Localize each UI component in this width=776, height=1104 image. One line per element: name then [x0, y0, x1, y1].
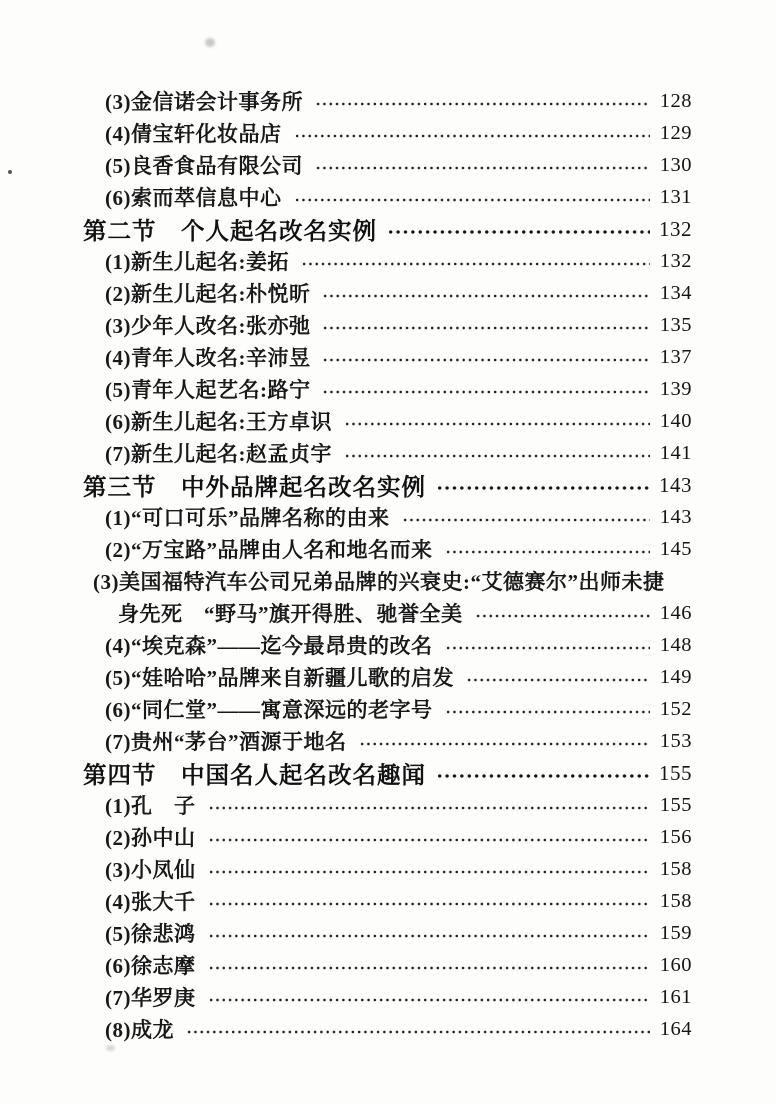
toc-entry [0, 597, 776, 629]
toc-entry [0, 949, 776, 981]
dot-leader [436, 773, 650, 779]
dot-leader [208, 997, 651, 1003]
toc-entry [0, 277, 776, 309]
toc-entry-label: (3)金信诺会计事务所 [105, 90, 303, 114]
dot-leader [475, 613, 651, 619]
toc-entry [0, 693, 776, 725]
toc-entry [0, 501, 776, 533]
toc-entry-page: 158 [659, 889, 692, 912]
toc-entry-page: 155 [659, 760, 692, 785]
toc-entry [0, 149, 776, 181]
toc-entry-page: 143 [659, 472, 692, 497]
toc-entry [0, 437, 776, 469]
toc-entry-label: (7)贵州“茅台”酒源于地名 [105, 730, 347, 754]
toc-entry-label: (3)美国福特汽车公司兄弟品牌的兴衰史:“艾德赛尔”出师未捷 [93, 570, 665, 594]
toc-entry-page: 134 [659, 281, 692, 304]
toc-entry-label: 第二节 个人起名改名实例 [83, 219, 377, 245]
toc-entry-label: (1)新生儿起名:姜拓 [105, 250, 289, 274]
toc-entry [0, 341, 776, 373]
toc-entry-page: 129 [659, 121, 692, 144]
toc-entry-label: (5)良香食品有限公司 [105, 154, 303, 178]
dot-leader [445, 645, 651, 651]
toc-entry-page: 132 [659, 216, 692, 241]
toc-entry-label: (2)“万宝路”品牌由人名和地名而来 [105, 538, 433, 562]
toc-entry-label: (1)孔 子 [105, 794, 196, 818]
dot-leader [208, 837, 651, 843]
dot-leader [208, 965, 651, 971]
toc-entry-page: 135 [659, 313, 692, 336]
dot-leader [208, 869, 651, 875]
toc-entry-page: 141 [659, 441, 692, 464]
dot-leader [208, 805, 651, 811]
dot-leader [322, 357, 650, 363]
toc-entry-page: 130 [659, 153, 692, 176]
toc-entry [0, 885, 776, 917]
dot-leader [208, 933, 651, 939]
toc-entry-page: 128 [659, 89, 692, 112]
dot-leader [322, 389, 650, 395]
dot-leader [436, 485, 650, 491]
toc-entry-page: 131 [659, 185, 692, 208]
dot-leader [344, 421, 650, 427]
toc-entry-page: 139 [659, 377, 692, 400]
toc-entry-label: (2)新生儿起名:朴悦昕 [105, 282, 311, 306]
toc-entry-page: 159 [659, 921, 692, 944]
toc-section-entry [0, 757, 776, 789]
toc-entry [0, 245, 776, 277]
scan-speck [205, 38, 215, 47]
toc-entry-label: (6)徐志摩 [105, 954, 196, 978]
toc-entry-page: 132 [659, 249, 692, 272]
toc-entry-page: 161 [659, 985, 692, 1008]
dot-leader [359, 741, 651, 747]
toc-entry [0, 725, 776, 757]
dot-leader [294, 133, 651, 139]
toc-entry-page: 149 [659, 665, 692, 688]
toc-entry-label: (4)“埃克森”——迄今最昂贵的改名 [105, 634, 433, 658]
toc-entry-label: (4)倩宝轩化妆品店 [105, 122, 282, 146]
dot-leader [186, 1029, 650, 1035]
toc-entry-page: 145 [659, 537, 692, 560]
toc-entry-page: 155 [659, 793, 692, 816]
toc-entry-wrapped-line [0, 565, 776, 597]
toc-entry [0, 85, 776, 117]
toc-entry-label: (5)徐悲鸿 [105, 922, 196, 946]
dot-leader [315, 165, 650, 171]
scan-speck [106, 1045, 115, 1051]
toc-entry-page: 146 [659, 601, 692, 624]
toc-entry [0, 981, 776, 1013]
toc-entry-label: 第三节 中外品牌起名改名实例 [83, 475, 426, 501]
dot-leader [301, 261, 650, 267]
toc-entry-label: 第四节 中国名人起名改名趣闻 [83, 763, 426, 789]
toc-entry-page: 152 [659, 697, 692, 720]
dot-leader [322, 325, 650, 331]
toc-entry [0, 789, 776, 821]
toc-entry-page: 160 [659, 953, 692, 976]
toc-entry-label: (1)“可口可乐”品牌名称的由来 [105, 506, 390, 530]
toc-entry-label: (4)青年人改名:辛沛昱 [105, 346, 311, 370]
toc-entry-label: (2)孙中山 [105, 826, 196, 850]
toc-entry-label: (3)少年人改名:张亦弛 [105, 314, 311, 338]
dot-leader [208, 901, 651, 907]
toc-entry-page: 140 [659, 409, 692, 432]
dot-leader [466, 677, 650, 683]
toc-entry-label: (7)华罗庚 [105, 986, 196, 1010]
dot-leader [445, 709, 651, 715]
toc-entry-page: 143 [659, 505, 692, 528]
toc-entry-label: (6)新生儿起名:王方卓识 [105, 410, 332, 434]
toc-entry-label: (6)索而萃信息中心 [105, 186, 282, 210]
toc-entry-page: 148 [659, 633, 692, 656]
dot-leader [402, 517, 651, 523]
toc-section-entry [0, 213, 776, 245]
toc-entry [0, 661, 776, 693]
toc-list [0, 85, 776, 1045]
toc-entry-label: (5)“娃哈哈”品牌来自新疆儿歌的启发 [105, 666, 454, 690]
toc-entry-label: (6)“同仁堂”——寓意深远的老字号 [105, 698, 433, 722]
dot-leader [315, 101, 650, 107]
dot-leader [294, 197, 651, 203]
dot-leader [445, 549, 651, 555]
toc-entry [0, 853, 776, 885]
dot-leader [387, 229, 650, 235]
toc-entry [0, 309, 776, 341]
toc-entry-page: 164 [659, 1017, 692, 1040]
toc-entry [0, 181, 776, 213]
toc-entry [0, 629, 776, 661]
toc-entry-label: (7)新生儿起名:赵孟贞宇 [105, 442, 332, 466]
toc-section-entry [0, 469, 776, 501]
dot-leader [344, 453, 650, 459]
toc-entry-label: 身先死 “野马”旗开得胜、驰誉全美 [118, 602, 463, 626]
toc-entry [0, 533, 776, 565]
toc-entry [0, 1013, 776, 1045]
toc-entry-label: (4)张大千 [105, 890, 196, 914]
toc-entry-label: (8)成龙 [105, 1018, 174, 1042]
toc-entry [0, 117, 776, 149]
toc-entry-label: (5)青年人起艺名:路宁 [105, 378, 311, 402]
toc-entry-page: 156 [659, 825, 692, 848]
toc-entry [0, 373, 776, 405]
toc-entry [0, 405, 776, 437]
toc-entry-page: 158 [659, 857, 692, 880]
toc-entry-page: 153 [659, 729, 692, 752]
dot-leader [322, 293, 650, 299]
toc-entry [0, 917, 776, 949]
toc-entry-label: (3)小凤仙 [105, 858, 196, 882]
toc-entry-page: 137 [659, 345, 692, 368]
toc-entry [0, 821, 776, 853]
